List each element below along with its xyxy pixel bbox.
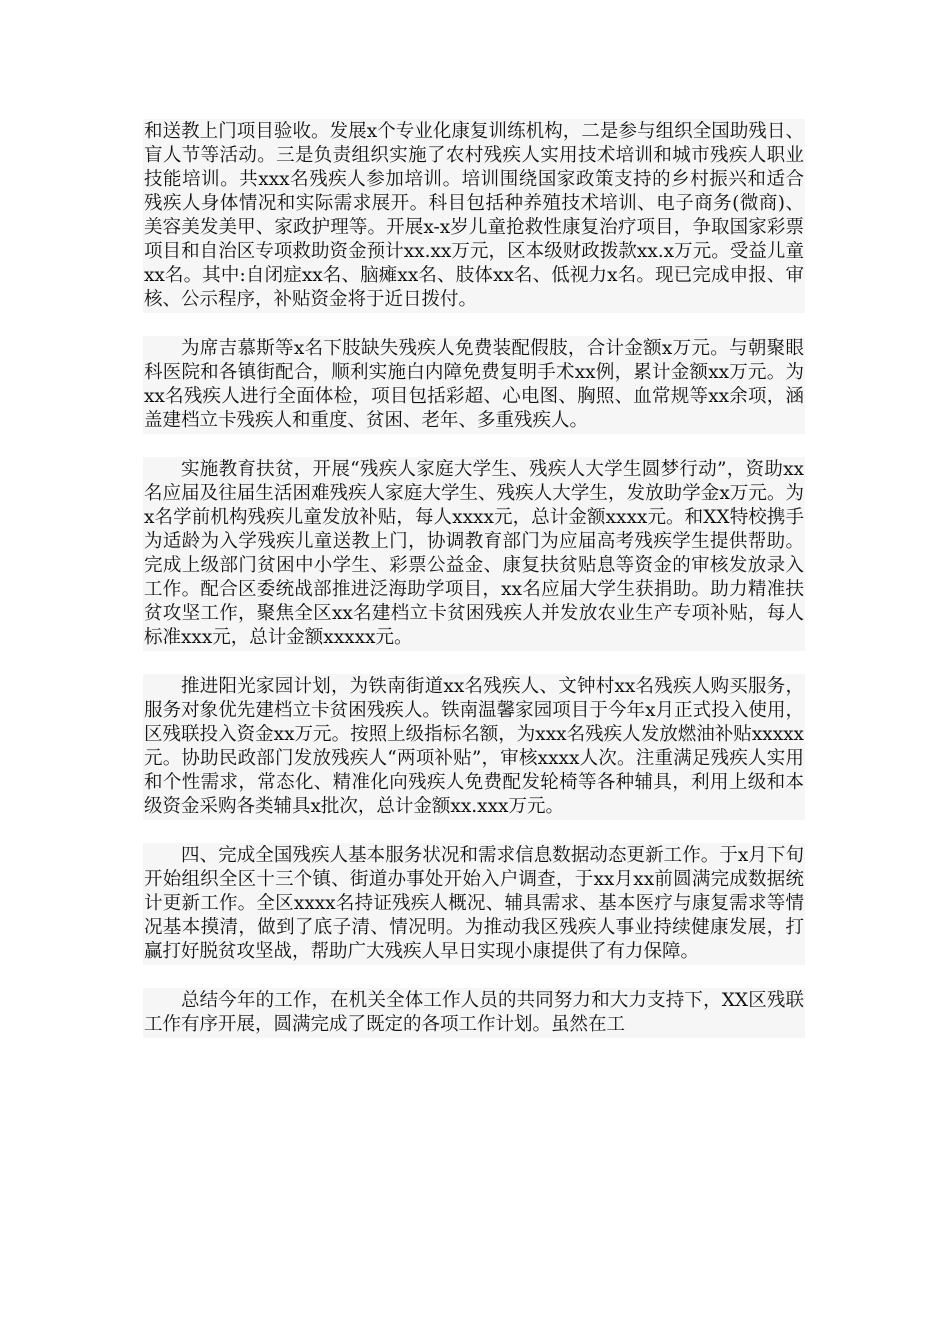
paragraph-education-aid: 实施教育扶贫，开展“残疾人家庭大学生、残疾人大学生圆梦行动”，资助xx名应届及往届生活困难残疾人家庭大学生、残疾人大学生，发放助学金x万元。为x名学前机构残疾儿童发放补贴，每人xxxx元，总计金额xxxx元。和XX特校携手为适龄为入学残疾儿童送教上门，协调教育部门为应届高考残疾学生提供帮助。完成上级部门贫困中小学生、彩票公益金、康复扶贫贴息等资金的审核发放录入工作。配合区委统战部推进泛海助学项目，xx名应届大学生获捐助。助力精准扶贫攻坚工作，聚焦全区xx名建档立卡贫困残疾人并发放农业生产专项补贴，每人标准xxx元，总计金额xxxxx元。 xyxy=(144,459,804,648)
paragraph-data-update: 四、完成全国残疾人基本服务状况和需求信息数据动态更新工作。于x月下旬开始组织全区十三个镇、街道办事处开始入户调查，于xx月xx前圆满完成数据统计更新工作。全区xxxx名持证残疾人概况、辅具需求、基本医疗与康复需求等情况基本摸清，做到了底子清、情况明。为推动我区残疾人事业持续健康发展，打赢打好脱贫攻坚战，帮助广大残疾人早日实现小康提供了有力保障。 xyxy=(144,845,804,962)
document-body xyxy=(144,120,804,1062)
paragraph-rehab-training: 和送教上门项目验收。发展x个专业化康复训练机构，二是参与组织全国助残日、盲人节等活动。三是负责组织实施了农村残疾人实用技术培训和城市残疾人职业技能培训。共xxx名残疾人参加培训。培训围绕国家政策支持的乡村振兴和适合残疾人身体情况和实际需求展开。科目包括种养殖技术培训、电子商务(微商)、美容美发美甲、家政护理等。开展x-x岁儿童抢救性康复治疗项目，争取国家彩票项目和自治区专项救助资金预计xx.xx万元，区本级财政拨款xx.x万元。受益儿童xx名。其中:自闭症xx名、脑瘫xx名、肢体xx名、低视力x名。现已完成申报、审核、公示程序，补贴资金将于近日拨付。 xyxy=(144,121,804,310)
paragraph-prosthetics-health: 为席吉慕斯等x名下肢缺失残疾人免费装配假肢，合计金额x万元。与朝聚眼科医院和各镇街配合，顺利实施白内障免费复明手术xx例，累计金额xx万元。为xx名残疾人进行全面体检，项目包括彩超、心电图、胸照、血常规等xx余项，涵盖建档立卡残疾人和重度、贫困、老年、多重残疾人。 xyxy=(144,338,804,431)
paragraph-sunshine-home: 推进阳光家园计划，为铁南街道xx名残疾人、文钟村xx名残疾人购买服务，服务对象优先建档立卡贫困残疾人。铁南温馨家园项目于今年x月正式投入使用，区残联投入资金xx万元。按照上级指标名额，为xxx名残疾人发放燃油补贴xxxxx元。协助民政部门发放残疾人“两项补贴”，审核xxxx人次。注重满足残疾人实用和个性需求，常态化、精准化向残疾人免费配发轮椅等各种辅具，利用上级和本级资金采购各类辅具x批次，总计金额xx.xxx万元。 xyxy=(144,676,804,817)
paragraph-summary: 总结今年的工作，在机关全体工作人员的共同努力和大力支持下，XX区残联工作有序开展，圆满完成了既定的各项工作计划。虽然在工 xyxy=(144,990,804,1035)
